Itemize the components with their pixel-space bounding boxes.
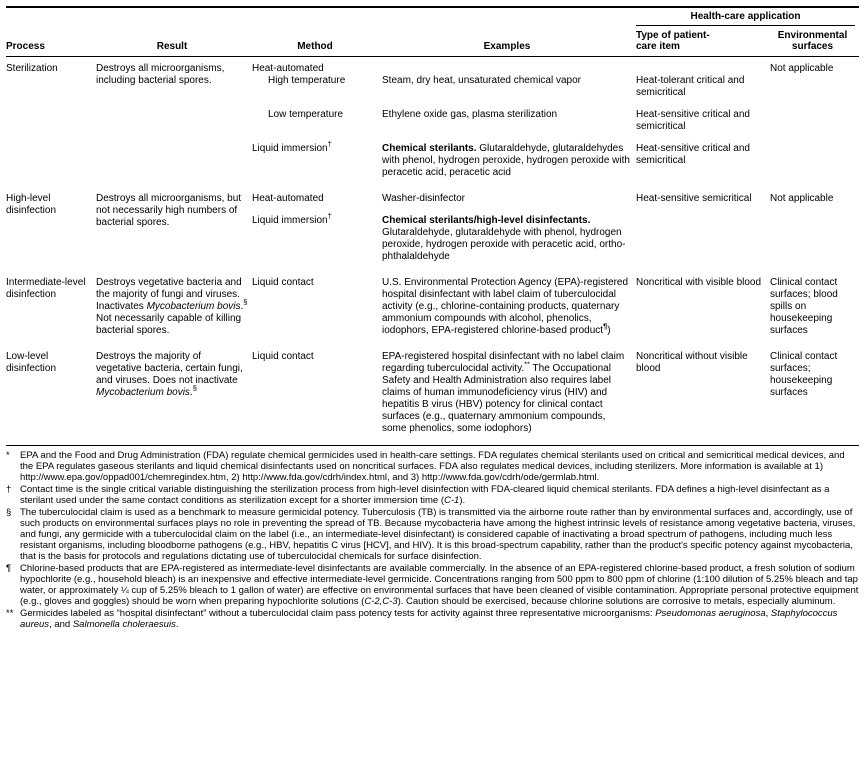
result-cell: Destroys vegetative bacteria and the majority of fungi and viruses. Inactivates Mycobacterium bovis.§ Not necessarily capable of killing bacterial spores. [96,277,248,336]
table-body [6,57,859,445]
table-column-header-row [6,26,859,56]
col-header-examples: Examples [483,41,531,52]
method-cell [252,63,378,87]
method-sub: High temperature [268,75,346,86]
patient-care-item-cell: Noncritical without visible blood [636,351,748,374]
process-cell: Sterilization [6,63,58,74]
col-header-patient-care-item: Type of patient-care item [636,30,710,52]
patient-care-item-cell: Heat-sensitive semicritical [636,193,752,204]
footnote-marker: ** [6,608,14,619]
footnote-text: Germicides labeled as “hospital disinfectant” without a tuberculocidal claim pass potency tests for activity against three representative microorganisms: Pseudomonas aeruginosa, Staphylococcus aureus, and Salmonella choleraesuis. [20,608,838,630]
patient-care-item-cell: Heat-tolerant critical and semicritical [636,75,745,98]
footnote-pilcrow [6,563,859,607]
footnote-marker: ¶ [6,563,12,574]
result-cell: Destroys the majority of vegetative bacteria, certain fungi, and viruses. Does not inactivate Mycobacterium bovis.§ [96,351,243,398]
col-header-method: Method [297,41,333,52]
examples-cell: Steam, dry heat, unsaturated chemical vapor [382,75,581,86]
footnotes-section [6,450,859,636]
environmental-surfaces-cell: Clinical contact surfaces; housekeeping surfaces [770,351,838,398]
healthcare-application-label: Health-care application [690,11,801,22]
examples-cell: Washer-disinfector [382,193,465,204]
footnote-section-sign [6,507,859,562]
process-cell: Low-level disinfection [6,351,57,374]
healthcare-application-group-header [636,8,855,26]
examples-cell: EPA-registered hospital disinfectant with no label claim regarding tuberculocidal activity.** The Occupational Safety and Health Administration also requires label claims of human immunodeficiency virus (HIV) and hepatitis B virus (HBV) potency for clinical contact surfaces (e.g., quaternary ammonium compounds, some phenolics, some iodophors) [382,351,625,434]
footnote-text: Chlorine-based products that are EPA-registered as intermediate-level disinfectants are available commercially. In the absence of an EPA-registered chlorine-based product, a fresh solution of sodium hypochlorite (e.g., household bleach) is an inexpensive and effective intermediate-level germicide. Concentrations ranging from 500 ppm to 800 ppm of chlorine (1:100 dilution of 5.25% bleach and tap water, or approximately ¼ cup of 5.25% bleach to 1 gallon of water) are effective on environmental surfaces that have been cleaned of visible contamination. Appropriate personal protective equipment (e.g., gloves and goggles) should be worn when preparing hypochlorite solutions (C-2,C-3). Caution should be exercised, because chlorine solutions are corrosive to metals, especially aluminum. [20,563,859,607]
table-bottom-rule [6,445,859,446]
footnote-text: Contact time is the single critical variable distinguishing the sterilization process from high-level disinfection with FDA-cleared liquid chemical sterilants. FDA defines a high-level disinfectant as a sterilant used under the same contact conditions as sterilization except for a shorter immersion time (C-1). [20,484,830,506]
environmental-surfaces-cell: Clinical contact surfaces; blood spills on housekeeping surfaces [770,277,838,336]
footnote-marker: § [6,507,12,518]
result-cell: Destroys all microorganisms, including bacterial spores. [96,63,225,86]
footnote-text: EPA and the Food and Drug Administration (FDA) regulate chemical germicides used in health-care settings. FDA regulates chemical sterilants used on critical and semicritical medical devices, and the EPA regulates gaseous sterilants and liquid chemical disinfectants used on noncritical surfaces. FDA also regulates medical devices, including sterilizers. More information is available at 1) http://www.epa.gov/oppad001/chemregindex.htm, 2) http://www.fda.gov/cdrh/index.html, and 3) http://www.fda.gov/cdrh/ode/germlab.html. [20,450,845,483]
environmental-surfaces-cell: Not applicable [770,63,834,74]
col-header-process: Process [6,41,45,52]
footnote-marker: * [6,450,10,461]
footnote-double-asterisk [6,608,859,630]
process-cell: Intermediate-level disinfection [6,277,86,300]
examples-cell: Chemical sterilants/high-level disinfectants. Glutaraldehyde, glutaraldehyde with phenol, hydrogen peroxide, hydrogen peroxide with peracetic acid, ortho-phthalaldehyde [382,215,626,262]
footnote-marker: † [6,484,12,495]
patient-care-item-cell: Noncritical with visible blood [636,277,762,288]
examples-cell: Ethylene oxide gas, plasma sterilization [382,109,558,120]
footnote-text: The tuberculocidal claim is used as a benchmark to measure germicidal potency. Tuberculosis (TB) is transmitted via the airborne route rather than by environmental surfaces and, accordingly, use of such products on environmental surfaces plays no role in preventing the spread of TB. Because mycobacteria have among the highest intrinsic levels of resistance among vegetative bacteria, viruses, and fungi, any germicide with a tuberculocidal claim on the label (i.e., an intermediate-level disinfectant) is considered capable of inactivating a broad spectrum of pathogens, including much less resistant organisms, including bloodborne pathogens (e.g., HBV, hepatitis C virus [HCV], and HIV). It is this broad-spectrum capability, rather than the product's specific potency against mycobacteria, that is the basis for protocols and regulations dictating use of tuberculocidal chemicals for surface disinfection. [20,507,856,562]
col-header-result: Result [156,41,188,52]
method-cell: Liquid contact [252,351,314,362]
row-group-intermediate-level-disinfection [6,277,859,337]
examples-cell: U.S. Environmental Protection Agency (EPA)-registered hospital disinfectant with label claim of tuberculocidal activity (e.g., chlorine-containing products, quaternary ammonium compounds with alcohol, phenolics, iodophors, EPA-registered chlorine-based product¶) [382,277,629,336]
examples-cell: Chemical sterilants. Glutaraldehyde, glutaraldehydes with phenol, hydrogen peroxide, hydrogen peroxide with peracetic acid, peracetic acid [382,143,630,178]
row-group-low-level-disinfection [6,351,859,435]
footnote-asterisk [6,450,859,483]
method-cell: Heat-automated [252,193,324,204]
patient-care-item-cell: Heat-sensitive critical and semicritical [636,109,750,132]
patient-care-item-cell: Heat-sensitive critical and semicritical [636,143,750,166]
result-cell: Destroys all microorganisms, but not necessarily high numbers of bacterial spores. [96,193,242,228]
process-cell: High-level disinfection [6,193,57,216]
footnote-dagger [6,484,859,506]
environmental-surfaces-cell: Not applicable [770,193,834,204]
method-cell: Liquid immersion† [252,211,332,226]
table-group-header-row [6,8,859,26]
row-group-sterilization [6,63,859,179]
method-cell: Liquid immersion† [252,139,332,154]
col-header-environmental-surfaces: Environmental surfaces [777,30,848,52]
method-cell: Liquid contact [252,277,314,288]
method-sub: Low temperature [268,109,344,120]
method-main: Heat-automated [252,63,324,74]
row-group-high-level-disinfection [6,193,859,263]
